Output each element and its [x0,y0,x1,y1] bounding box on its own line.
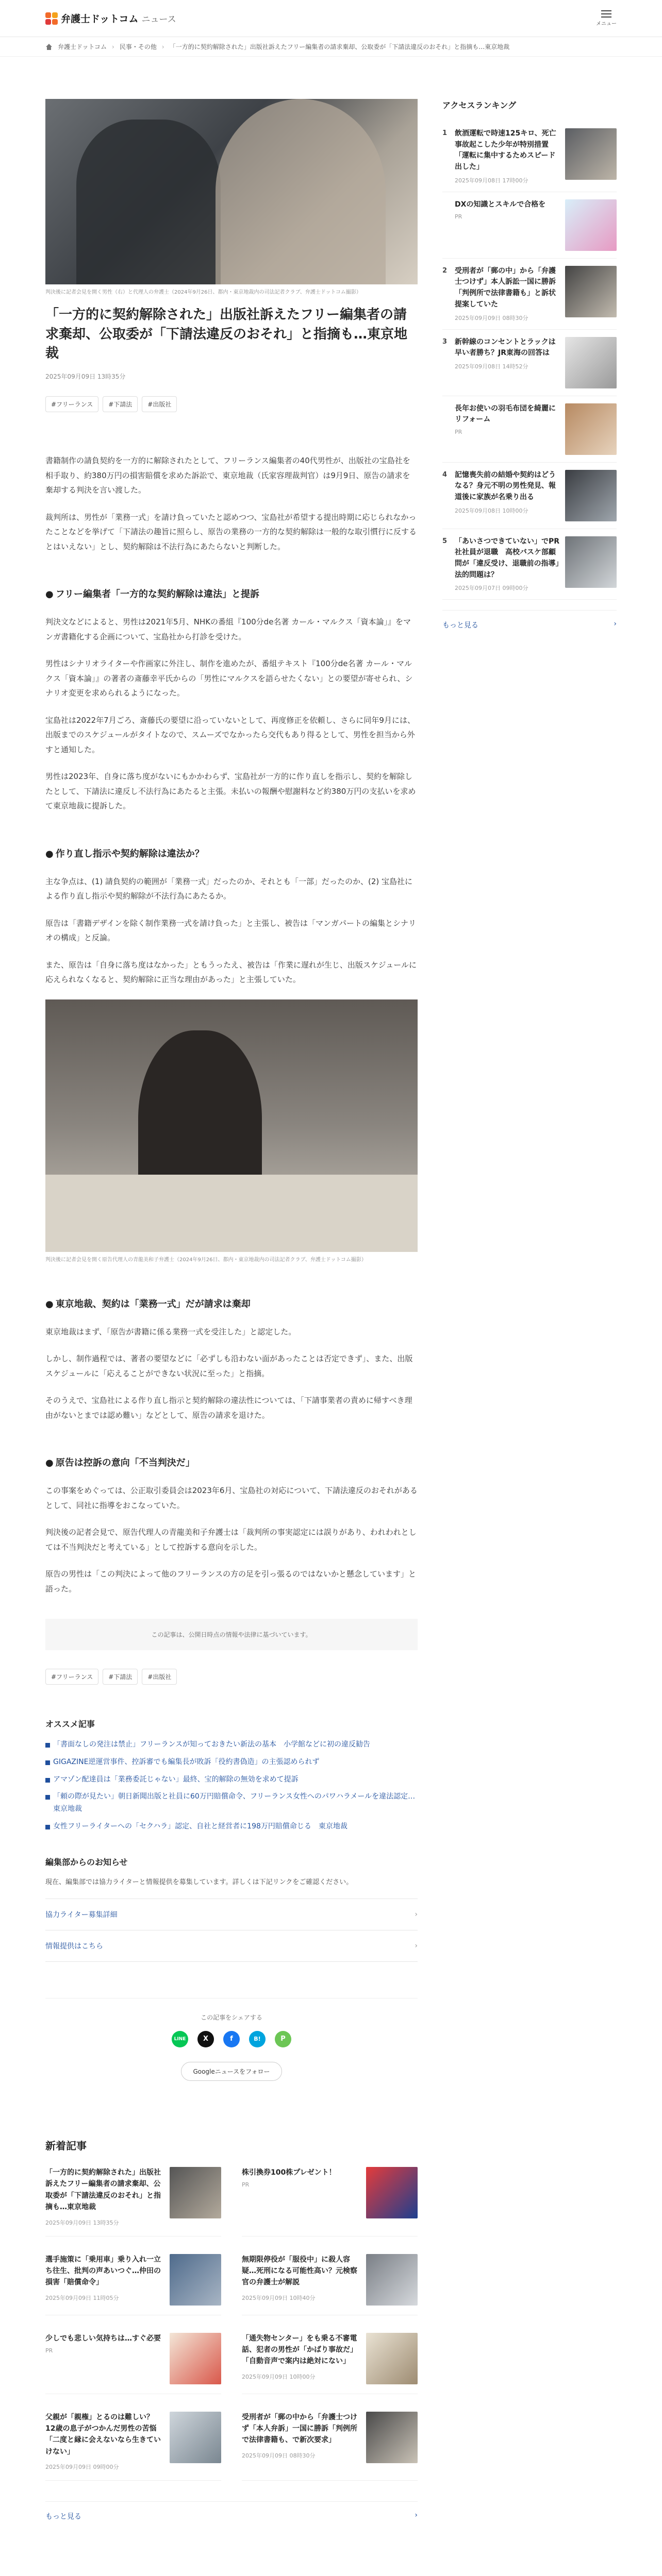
paragraph: 裁判所は、男性が「業務一式」を請け負っていたと認めつつ、宝島社が希望する提出時期に応じられなかったことなどを挙げて「下請法の趣旨に照らし、原告の業務の一方的な契約解除は一般的な取引慣行に反するとはいえない」とし、契約解除は不法行為にあたらないと判断した。 [45,512,417,551]
article-title: 「一方的に契約解除された」出版社訴えたフリー編集者の請求棄却、公取委が「下請法違反のおそれ」と指摘も…東京地裁 [45,307,408,362]
latest-item-date: 2025年09月09日 09時00分 [45,2464,119,2471]
recommend-link[interactable] [45,1791,418,1816]
rank-number [442,199,450,251]
recommend-link[interactable] [45,1774,418,1786]
paragraph: 宝島社は2022年7月ごろ、斎藤氏の要望に沿っていないとして、再度修正を依頼し、さらに同年9月には、出版までのスケジュールがタイトなので、スムーズでなかったら交代もあり得るとして、男性を担当から外すと通知した。 [45,715,415,754]
ranking-item-date: 2025年09月09日 08時30分 [455,314,528,321]
latest-item[interactable] [45,2412,221,2481]
ranking-item-title: 「あいさつできていない」でPR社社員が退職 高校バスケ部顧問が「違反受け、退職前の指導」法的問題は？ [455,537,560,579]
tip-submit-link[interactable] [45,1930,418,1962]
section-heading: ● 作り直し指示や契約解除は違法か？ [45,846,418,860]
ranking-item[interactable] [442,529,617,600]
share-label: この記事をシェアする [201,2013,262,2021]
pr-badge: PR [45,2347,53,2354]
hero-caption: 判決後に記者会見を開く男性（右）と代理人の弁護士（2024年9月26日、都内・東京地裁内の司法記者クラブ、弁護士ドットコム撮影） [45,290,361,295]
paragraph: 書籍制作の請負契約を一方的に解除されたとして、フリーランス編集者の40代男性が、出版社の宝島社を相手取り、約380万円の損害賠償を求めた訴訟で、東京地裁（氏家容理裁判官）は9月9日、原告の請求を棄却する判決を言い渡した。 [45,456,410,495]
recommend-link-text: GIGAZINE逆運営事件、控訴審でも編集長が敗訴「役約書偽造」の主張認められず [53,1757,320,1766]
ranking-item-title: DXの知識とスキルで合格を [455,200,546,209]
latest-item-thumbnail [170,2333,221,2384]
tag-link[interactable]: #下請法 [103,1669,138,1685]
article-main [45,99,418,2521]
latest-item-date: 2025年09月09日 10時40分 [242,2294,316,2301]
ranking-item-title: 受刑者が「郵の中」から「弁護士つけず」本人訴訟一国に勝訴「判例所で法律書籍も」と訴状提案していた [455,266,556,309]
latest-item[interactable] [45,2254,221,2315]
latest-item-thumbnail [366,2412,418,2463]
article-figure-image [45,999,418,1252]
facebook-share-icon[interactable]: f [223,2031,240,2047]
latest-item[interactable] [242,2254,418,2315]
paragraph: 判決後の記者会見で、原告代理人の青龍美和子弁護士は「裁判所の事実認定には誤りがあり、われわれとしては不当判決だと考えている」として控訴する意向を示した。 [45,1528,417,1552]
link-label: 協力ライター募集詳細 [45,1910,118,1919]
latest-item-title: 株引換券100株プレゼント！ [242,2168,336,2177]
chevron-right-icon: › [614,620,617,629]
ranking-item-title: 記憶喪失前の結婚や契約はどうなる？身元不明の男性発見、報道後に家族が名乗り出る [455,470,556,501]
latest-item-title: 「通失物センター」をも乗る不審電話、犯者の男性が「かばり事故だ」「自動音声で案内は絶対にない」 [242,2334,357,2366]
home-icon [45,44,53,50]
site-logo[interactable] [45,11,176,25]
breadcrumb [0,37,662,57]
latest-item[interactable] [242,2412,418,2481]
line-share-icon[interactable]: LINE [172,2031,188,2047]
latest-heading: 新着記事 [45,2139,87,2152]
paragraph: 原告の男性は「この判決によって他のフリーランスの方の足を引っ張るのではないかと懸念しています」と語った。 [45,1569,416,1594]
logo-mark-icon [45,12,58,25]
section-heading: ● 東京地裁、契約は「業務一式」だが請求は棄却 [45,1297,418,1310]
latest-item-thumbnail [170,2254,221,2306]
latest-item-date: 2025年09月09日 10時00分 [242,2373,316,2380]
rank-number: 2 [442,266,448,275]
google-news-follow-button[interactable]: Googleニュースをフォロー [181,2062,282,2081]
chevron-right-icon: › [415,1910,418,1919]
editor-links [45,1899,418,1962]
share-section [45,1998,418,2081]
tag-link[interactable]: #出版社 [142,396,177,412]
recommend-link-text: 女性フリーライターへの「セクハラ」認定、自社と経営者に198万円賠償命じる 東京地裁 [53,1822,347,1831]
ranking-heading: アクセスランキング [442,100,517,110]
logo-name: 弁護士ドットコム [61,13,139,25]
rank-number: 1 [442,129,448,137]
ranking-item-thumbnail [565,199,617,251]
pr-badge: PR [455,213,462,221]
rank-number [442,403,450,455]
paragraph: 原告は「書籍デザインを除く制作業務一式を請け負った」と主張し、被告は「マンガパートの編集とシナリオの構成」と反論。 [45,918,416,943]
ranking-item[interactable] [442,330,617,396]
latest-item[interactable] [242,2333,418,2394]
latest-item-date: 2025年09月09日 13時35分 [45,2219,119,2226]
hamburger-icon [601,10,611,18]
ranking-item-thumbnail [565,128,617,180]
logo-sub: ニュース [141,14,176,25]
ranking-item-date: 2025年09月07日 09時00分 [455,585,528,592]
paragraph: しかし、制作過程では、著者の要望などに「必ずしも沿わない面があったことは否定できず」、また、出版スケジュールに「応えることができない状況に至った」と指摘。 [45,1354,413,1378]
paragraph: 男性はシナリオライターや作画家に外注し、制作を進めたが、番組テキスト『100分de名著 カール・マルクス「資本論」』の著者の斎藤幸平氏からの「男性にマルクスを語らせたくない」との要望が寄せられ、シナリオ変更を求められるようになった。 [45,659,413,698]
recommend-link[interactable] [45,1739,418,1751]
editor-notice-heading: 編集部からのお知らせ [45,1857,128,1867]
chevron-right-icon: › [415,2511,418,2520]
article-date: 2025年09月09日 13時35分 [45,373,126,381]
latest-item[interactable] [242,2167,418,2236]
latest-item[interactable] [45,2167,221,2236]
ranking-item-date: 2025年09月08日 10時00分 [455,507,528,514]
writer-recruit-link[interactable] [45,1899,418,1930]
rank-number: 4 [442,470,448,479]
latest-item-thumbnail [366,2254,418,2306]
ranking-item-title: 新幹線のコンセントとラックは早い者勝ち？JR東海の回答は [455,337,556,358]
latest-item-thumbnail [366,2167,418,2218]
editor-notice-text: 現在、編集部では協力ライターと情報提供を募集しています。詳しくは下記リンクをご確認ください。 [45,1878,353,1886]
recommend-list [45,1739,418,1833]
breadcrumb-separator-icon: › [161,43,164,50]
chevron-right-icon: › [415,1941,418,1950]
breadcrumb-home[interactable]: 弁護士ドットコム [58,43,107,50]
ranking-item-date: 2025年09月08日 14時52分 [455,363,528,370]
x-share-icon[interactable]: X [197,2031,214,2047]
ranking-item[interactable] [442,192,617,259]
breadcrumb-category[interactable]: 民事・その他 [119,43,157,50]
latest-item-title: 「一方的に契約解除された」出版社訴えたフリー編集者の請求棄却、公取委が「下請法違反のおそれ」と指摘も…東京地裁 [45,2168,161,2212]
menu-button[interactable] [596,10,617,27]
sidebar [442,99,617,2521]
latest-item-thumbnail [366,2333,418,2384]
recommend-link[interactable] [45,1756,418,1769]
paragraph: 東京地裁はまず、「原告が書籍に係る業務一式を受注した」と認定した。 [45,1327,296,1336]
hero-image [45,99,418,284]
tag-link[interactable]: #出版社 [142,1669,177,1685]
ranking-item[interactable] [442,463,617,529]
link-label: 情報提供はこちら [45,1942,103,1951]
latest-item-date: 2025年09月09日 11時05分 [45,2294,119,2301]
recommend-link-text: 「書面なしの発注は禁止」フリーランスが知っておきたい新法の基本 小学館などに初の違反勧告 [53,1740,371,1749]
site-header [0,0,662,37]
hatena-share-icon[interactable]: B! [249,2031,266,2047]
recommend-link-text: アマゾン配達員は「業務委託じゃない」最終、宝的解除の無効を求めて提訴 [53,1775,299,1784]
latest-more-link[interactable] [45,2501,418,2521]
ranking-item-thumbnail [565,337,617,388]
paragraph: そのうえで、宝島社による作り直し指示と契約解除の違法性については、「下請事業者の責めに帰すべき理由がないとまでは認め難い」などとして、原告の請求を退けた。 [45,1396,412,1420]
ranking-item-thumbnail [565,403,617,455]
breadcrumb-separator-icon: › [112,43,114,50]
latest-item-date: 2025年09月09日 08時30分 [242,2452,316,2459]
recommend-heading: オススメ記事 [45,1719,95,1730]
tag-list-bottom [45,1669,418,1685]
latest-item-title: 選手施策に「乗用車」乗り入れ一立ち往生、批判の声あいつぐ…仲田の損害「賠償命令」 [45,2255,161,2287]
ranking-item-title: 長年お使いの羽毛布団を綺麗にリフォーム [455,404,556,424]
paragraph: 主な争点は、(1) 請負契約の範囲が「業務一式」だったのか、それとも「一部」だったのか、(2) 宝島社による作り直し指示や契約解除が不法行為にあたるか。 [45,876,413,901]
pocket-share-icon[interactable]: P [275,2031,291,2047]
rank-number: 5 [442,537,448,545]
tag-link[interactable]: #フリーランス [45,396,98,412]
latest-item-thumbnail [170,2167,221,2218]
latest-item-thumbnail [170,2412,221,2463]
latest-item-title: 無期限停役が「服役中」に殺人容疑…死刑になる可能性高い？元検察官の弁護士が解説 [242,2255,357,2287]
latest-item-title: 受刑者が「郵の中から「弁護士つけず「本人弁訴」一国に勝訴「判例所で法律書籍も、で新次要求」 [242,2413,357,2445]
more-label: もっと見る [442,621,478,630]
pr-badge: PR [242,2181,250,2189]
ranking-item-date: 2025年09月08日 17時00分 [455,177,528,184]
latest-item-title: 父親が「親権」とるのは難しい？12歳の息子がつかんだ男性の苦悩「二度と縁に会えないなら生きていけない」 [45,2413,161,2456]
latest-grid [45,2167,418,2481]
ranking-more-link[interactable] [442,610,617,630]
ranking-item[interactable] [442,259,617,330]
ranking-item-thumbnail [565,536,617,588]
paragraph: また、原告は「自身に落ち度はなかった」ともうったえ、被告は「作業に遅れが生じ、出版スケジュールに応えられなくなると、契約解除に正当な理由があった」と主張していた。 [45,960,417,985]
tag-link[interactable]: #下請法 [103,396,138,412]
ranking-item-thumbnail [565,266,617,317]
ranking-item[interactable] [442,396,617,463]
section-heading: ● フリー編集者「一方的な契約解除は違法」と提訴 [45,587,418,600]
tag-link[interactable]: #フリーランス [45,1669,98,1685]
breadcrumb-current: 「一方的に契約解除された」出版社訴えたフリー編集者の請求棄却、公取委が「下請法違反のおそれ」と指摘も…東京地裁 [169,43,510,50]
section-heading: ● 原告は控訴の意向「不当判決だ」 [45,1455,418,1469]
recommend-link[interactable] [45,1821,418,1833]
ranking-item-thumbnail [565,470,617,521]
rank-number: 3 [442,337,448,346]
recommend-link-text: 「頼の際が見たい」朝日新聞出版と社員に60万円賠償命令、フリーランス女性へのパワハラメールを違法認定…東京地裁 [53,1792,416,1814]
pr-badge: PR [455,428,462,435]
menu-label: メニュー [596,21,617,27]
share-icons [45,2031,418,2047]
ranking-item[interactable] [442,121,617,192]
ranking-item-title: 飲酒運転で時速125キロ、死亡事故起こした少年が特別措置「運転に集中するためスピード出した」 [455,129,556,172]
paragraph: 判決文などによると、男性は2021年5月、NHKの番組『100分de名著 カール・マルクス「資本論」』をマンガ書籍化する企画について、宝島社から打診を受けた。 [45,617,411,641]
latest-item[interactable] [45,2333,221,2394]
paragraph: この事案をめぐっては、公正取引委員会は2023年6月、宝島社の対応について、下請法違反のおそれがあるとして、同社に指導をおこなっていた。 [45,1486,418,1510]
figure-caption: 判決後に記者会見を開く原告代理人の青龍美和子弁護士（2024年9月26日、都内・東京地裁内の司法記者クラブ、弁護士ドットコム撮影） [45,1257,367,1263]
article-body [45,453,418,1596]
paragraph: 男性は2023年、自身に落ち度がないにもかかわらず、宝島社が一方的に作り直しを指示し、契約を解除したとして、下請法に違反し不法行為にあたると主張。未払いの報酬や慰謝料など約380万円の支払いを求めて東京地裁に提訴した。 [45,772,416,811]
tag-list [45,396,418,412]
more-label: もっと見る [45,2513,81,2521]
article-note: この記事は、公開日時点の情報や法律に基づいています。 [45,1619,418,1650]
latest-item-title: 少しでも悲しい気持ちは…すぐ必要 [45,2334,161,2343]
